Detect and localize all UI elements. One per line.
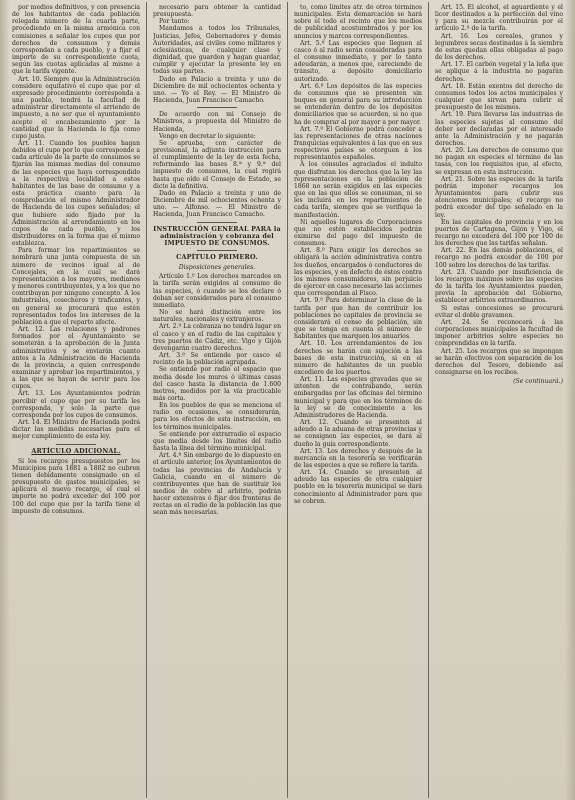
paragraph: Dado en Palacio a treinta y uno de Diciembre de mil ochocientos ochenta y uno. — Yo el Rey. — El Ministro de Hacienda, Juan Francisco Camacho.	[153, 75, 281, 105]
column-1-body	[12, 4, 140, 441]
paragraph: Art. 17. El carbón vegetal y la leña que se aplique á la industria no pagarán derechos.	[435, 61, 563, 83]
paragraph: En las capitales de provincia y en los puertos de Cartagena, Gijón y Vigo, el recargo no excederá del 100 por 100 de los derechos que las tarifas señalan.	[435, 218, 563, 248]
column-3	[294, 4, 422, 796]
paragraph: Art. 19. Para llevarse las industrias de las especies sujetas al consumo del deber ser declaradas por el interesado ante la Administración y no pagarán derechos.	[435, 111, 563, 147]
additional-article-heading: ARTÍCULO ADICIONAL.	[31, 446, 121, 455]
paragraph: Art. 3.º Se entiende por casco el recinto de la población agrupada.	[153, 352, 281, 367]
chapter-subtitle: Disposiciones generales.	[178, 264, 256, 272]
paragraph: Art. 22. En las demás poblaciones, el recargo no podrá exceder de 100 por 100 sobre los derechos de las tarifas.	[435, 247, 563, 269]
paragraph: Vengo en decretar lo siguiente:	[159, 132, 256, 140]
paragraph: Art. 8.º Para exigir los derechos se obligará la acción administrativa contra los dueños, encargados ó conductores de las especies, y en defecto de éstos contra los mismos consumidores, sin perjuicio de ejercer en caso necesario las acciones que correspondan al Fisco.	[294, 247, 422, 298]
paragraph: to, como límites atr. de otros términos municipales. Esta demarcación se hará sobre el todo el recinto que los medios de publicidad acostumbrados y por los anuncios y marcos correspondientes.	[294, 4, 422, 40]
paragraph: Si estas concesiones se procurará evitar el doble gravamen.	[435, 304, 563, 319]
paragraph: Art. 13. Los derechos y después de la mercancía en la tesorería se verificarán de las especies a que se refiere la tarifa.	[294, 447, 422, 469]
paragraph: Art. 14. Cuando se presenten al adeudo las especies de otra cualquier pueblo en la tesorería municipal se dará conocimiento al Administrador para que se cobren.	[294, 469, 422, 505]
page-shadow-right	[565, 0, 575, 800]
paragraph: Art. 9.º Para determinar la clase de la tarifa por que han de contribuir los poblaciones no capitales de provincia se considerará el censo de población, sin que se tenga en cuenta el número de habitantes que marquen los anuarios.	[294, 297, 422, 341]
paragraph: Mandamos a todos los Tribunales, Justicias, Jefes, Gobernadores y demás Autoridades, así civiles como militares y eclesiásticas, de cualquier clase y dignidad, que guarden y hagan guardar, cumplir y ejecutar la presente ley en todas sus partes.	[153, 25, 281, 76]
paragraph: En los pueblos de que se menciona el radio en ocasiones, se considerarán, para los efectos de esta instrucción, en los términos municipales.	[153, 402, 281, 431]
paragraph: Art. 7.º El Gobierno podrá conceder a las representaciones de otras naciones franquicias equivalentes á las que en sus respectivos países se otorguen á los representantes españoles.	[294, 125, 422, 162]
paragraph: Art. 12. Cuando se presenten al adeudo a la aduana de otras provincias y se consignen las especies, se dará al dueño la guía correspondiente.	[294, 419, 422, 448]
paragraph: De acuerdo con mi Consejo de Ministros, a propuesta del Ministro de Hacienda,	[153, 111, 281, 133]
decree-body	[153, 111, 281, 218]
paragraph: por medios definitivos, y con presencia de los habitantes de cada población relegada número de la cuarta parte, procediendo en la misma armónica con comisiones a señalar los cupos que por derechos de consumos y demás correspondan a cada pueblo, y a fijar el importe de su correspondiente cuota, según las cuotas aplicadas al mismo a que la tarifa vigente.	[12, 4, 140, 76]
paragraph: A los cónsules agraciados el indulto que disfrutan los derechos que la ley las representaciones en la población de 1868 no serán exigidos en las especies que en las que ellos se consuman, ni se les incluirá en los repartimientos de cada tarifa, siempre que se verifique la manifestación.	[294, 161, 422, 219]
separator	[56, 444, 96, 445]
paragraph: Art. 16. Los cereales, granos y legumbres secas destinadas á la siembra de estas quedan ellas obligadas al pago de los derechos.	[435, 32, 563, 62]
paragraph: Art. 12. Las relaciones y padrones formados por el Ayuntamiento se someterán a la aprobación de la Junta administrativa y se enviarán cuanto antes a la Administración de Hacienda de la provincia, a quien corresponde examinar y aprobar los repartimientos, y a las que se hayan de servir para los cupos.	[12, 326, 140, 391]
paragraph: Art. 4.º Sin embargo de lo dispuesto en el artículo anterior, los Ayuntamientos de todas las provincias de Andalucía y Galicia, cuando en el número de contribuyentes que han de sustituir los medios de cobro al arbitrio, podrán hacer extensivas ó fijar dos fronteras de rectas en el radio de la población las que sean más necesarias.	[153, 452, 281, 517]
paragraph: Artículo 1.º Los derechos marcados en la tarifa serán exigidos al consumo de las especies, ó cuando se los declare ó deban ser considerados para el consumo inmediato.	[153, 273, 281, 309]
paragraph: Ni aquellos lugares de Corporaciones que no estén establecidos podrán eximirse del pago del impuesto de consumos.	[294, 218, 422, 248]
paragraph: Art. 20. Los derechos de consumo que no pagan en especies el término de las tasas, con los requisitos que, al efecto, se expresan en esta instrucción.	[435, 147, 563, 176]
separator	[197, 107, 237, 108]
paragraph: Art. 13. Los Ayuntamientos podrán percibir el cupo que por su tarifa les corresponda, y solo la parte que corresponda por los cupos de consumos.	[12, 390, 140, 419]
column-3-body	[294, 4, 422, 505]
paragraph: Dado en Palacio a treinta y uno de Diciembre de mil ochocientos ochenta y uno. — Alfonso. — El Ministro de Hacienda, Juan Francisco Camacho.	[153, 189, 281, 219]
column-rule	[287, 2, 288, 798]
paragraph: Art. 5.º Las especies que lleguen al casco ó al radio serán consideradas para el consumo inmediato, y por lo tanto adeudarán, a menos que, careciendo de tránsito, a depósito domiciliario autorizado.	[294, 39, 422, 83]
paragraph: Art. 24. Se reconocerá á las corporaciones municipales la facultad de imponer arbitrios sobre especies no comprendidas en la tarifa.	[435, 318, 563, 348]
paragraph: Art. 18. Están exentos del derecho de consumos todos los actos municipales y cualquier que sirvan para cubrir el presupuesto de los mismos.	[435, 82, 563, 112]
chapter-heading: CAPÍTULO PRIMERO.	[176, 253, 258, 261]
column-1-tail	[12, 458, 140, 515]
paragraph: Si los recargos presupuestos por los Municipios para 1881 a 1882 no cubren tienen debidamente consignado en el presupuesto de gastos municipales, se aplicará el nuevo recargo, el cual el importe no podrá exceder del 100 por 100 del cupo que por la tarifa tiene el impuesto de consumos.	[12, 457, 140, 515]
paragraph: Art. 23. Cuando por insuficiencia de los recargos máximos sobre las especies de la tarifa los Ayuntamientos pueden, previa la aprobación del Gobierno, establecer arbitrios extraordinarios.	[435, 268, 563, 305]
paragraph: Art. 25. Los recargos que se impongan se harán efectivos con separación de los derechos del Tesoro, debiendo así consignarse en los recibos.	[435, 347, 563, 376]
paragraph: Art. 10. Los arrendamientos de los derechos se harán con sujeción a las bases de esta instrucción, si en el número de habitantes de un pueblo excediere de los puertos.	[294, 340, 422, 376]
paragraph: Art. 21. Sobre las especies de la tarifa podrán imponer recargos los Ayuntamientos para cubrir sus atenciones municipales; el recargo no podrá exceder del tipo señalado en la ley.	[435, 175, 563, 219]
paragraph: Para formar los repartimientos se nombrará una junta compuesta de un número de vecinos igual al de Concejales, en la cual se dará representación a los mayores, medianos y menores contribuyentes, y a los que no contribuyan por ninguno concepto. A los industriales, cosecheros y traficantes, y en general se procurará que estén representados todos los intereses de la población a que el reparto afecte.	[12, 247, 140, 326]
page-shadow-left	[0, 0, 10, 800]
paragraph: Art. 11. Cuando los pueblos hagan debidos el cupo por lo que corresponde a cada artículo de la parte de consumos se fijarán las mismas medias del consumo de las especies que haya correspondido a la respectiva localidad a estos habitantes de las base de consumo y a esta práctica cuanto para la comprobación el mismo Administrador de Hacienda de los cupos señalados; el que hubiere sido fijado por la Administración al arrendamiento en los cupos de cada pueblo, y los distribuidores en la forma que el mismo establezca.	[12, 139, 140, 248]
chapter-articles	[153, 273, 281, 516]
separator	[197, 250, 237, 251]
paragraph: necesario para obtener la cantidad presupuesta.	[153, 4, 281, 19]
column-2	[153, 4, 281, 796]
column-2-body	[153, 4, 281, 104]
column-4-body	[435, 4, 563, 376]
column-4	[435, 4, 563, 796]
paragraph: Art. 2.º La cobranza no tendrá lugar en el casco y en el radio de las capitales y tres puertos de Cádiz, etc. Vigo y Gijón devengarán cuatro derechos.	[153, 323, 281, 352]
paragraph: No se hará distinción entre los naturales, nacionales y extranjeros.	[153, 309, 281, 324]
paragraph: Art. 11. Las especies gravadas que se intenten de contrabando, serán embargadas por las oficinas del término municipal y para que en los términos de la ley se dé conocimiento a los Administradores de Hacienda.	[294, 376, 422, 419]
paragraph: Se aprueba, con carácter de provisional, la adjunta instrucción para el cumplimiento de la ley de esta fecha, reformando las bases 8.ª y 9.ª del impuesto de consumos, la cual regirá hasta que oído el Consejo de Estado, se dicte la definitiva.	[153, 139, 281, 190]
continued-note: (Se continuará.)	[513, 378, 563, 386]
paragraph: Por tanto:	[159, 18, 190, 26]
paragraph: Se entiende por radio el espacio que media desde los muros ó últimas casas del casco hasta la distancia de 1.600 metros, medidos por la vía practicable más corta.	[153, 366, 281, 402]
paragraph: Art. 14. El Ministro de Hacienda podrá dictar las medidas necesarias para el mejor cumplimiento de esta ley.	[12, 419, 140, 441]
paragraph: Art. 10. Siempre que la Administración considere equitativo el cupo que por el expresado procedimiento corresponda a una pueblo, tendrá la facultad de administrar directamente el arriendo de impuesto, a no ser que el ayuntamiento acepte el encabezamiento por la cantidad que la Hacienda le fija como cupo justo.	[12, 75, 140, 140]
column-1	[12, 4, 140, 796]
instruction-heading: INSTRUCCIÓN GENERAL PARA la administración y cobranza del IMPUESTO DE CONSUMOS.	[153, 224, 281, 247]
paragraph: Se entiende por extrarradio el espacio que media desde los límites del radio hasta la línea del término municipal.	[153, 430, 281, 453]
paragraph: Art. 15. El alcohol, el aguardiente y el licor destinados a la perfección del vino y para su mezcla contribuirán por el artículo 2.º de la tarifa.	[435, 4, 563, 33]
paragraph: Art. 6.º Los depósitos de las especies de consumos que se presenten sin buques en general para su introducción se entenderán dentro de los depósitos domiciliarios que se acuerden, si no que ha de comprar al por mayor a por mayor.	[294, 82, 422, 126]
separator	[197, 222, 237, 223]
column-rule	[428, 2, 429, 798]
column-rule	[146, 2, 147, 798]
